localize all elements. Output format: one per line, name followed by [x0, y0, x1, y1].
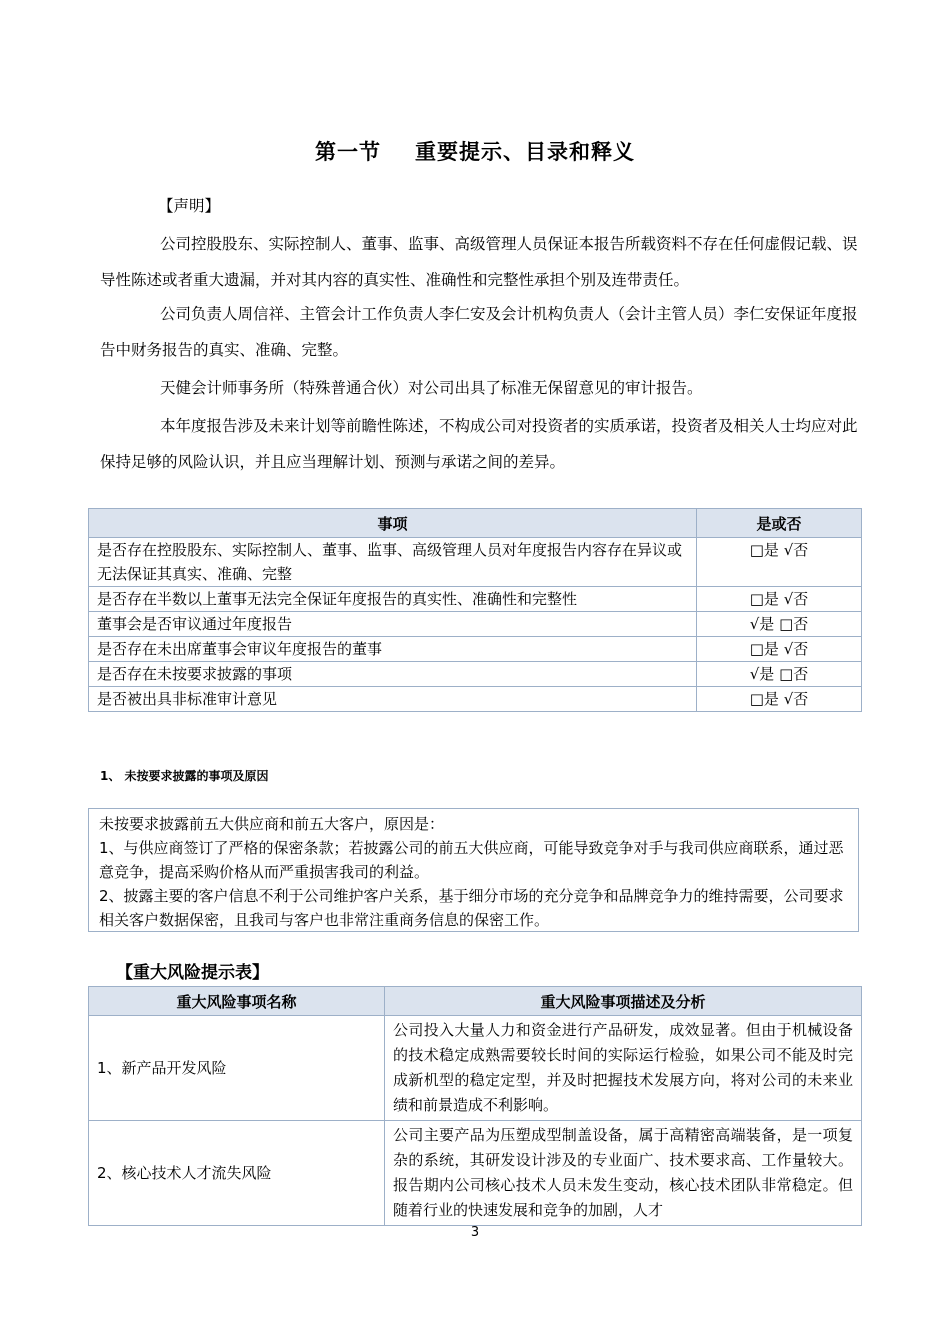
table-row: [89, 1016, 862, 1121]
row-item: 是否存在控股股东、实际控制人、董事、监事、高级管理人员对年度报告内容存在异议或无法保证其真实、准确、完整: [89, 538, 697, 587]
risk-desc: 公司主要产品为压塑成型制盖设备，属于高精密高端装备，是一项复杂的系统，其研发设计涉及的专业面广、技术要求高、工作量较大。报告期内公司核心技术人员未发生变动，核心技术团队非常稳定。但随着行业的快速发展和竞争的加剧，人才: [385, 1121, 862, 1226]
table-row: [89, 1121, 862, 1226]
risk-desc: 公司投入大量人力和资金进行产品研发，成效显著。但由于机械设备的技术稳定成熟需要较长时间的实际运行检验，如果公司不能及时完成新机型的稳定定型，并及时把握技术发展方向，将对公司的未来业绩和前景造成不利影响。: [385, 1016, 862, 1121]
row-item: 是否存在未按要求披露的事项: [89, 662, 697, 687]
table-row: [89, 662, 862, 687]
table-header-row: [89, 987, 862, 1016]
table-row: [89, 538, 862, 587]
paragraph-3: 天健会计师事务所（特殊普通合伙）对公司出具了标准无保留意见的审计报告。: [160, 379, 703, 397]
paragraph-2: 公司负责人周信祥、主管会计工作负责人李仁安及会计机构负责人（会计主管人员）李仁安保证年度报告中财务报告的真实、准确、完整。: [100, 305, 858, 359]
row-item: 是否存在半数以上董事无法完全保证年度报告的真实性、准确性和完整性: [89, 587, 697, 612]
matters-table: [88, 508, 862, 712]
risk-table-heading: 【重大风险提示表】: [116, 963, 269, 983]
table-header-row: [89, 509, 862, 538]
header-risk-desc: 重大风险事项描述及分析: [385, 987, 862, 1016]
paragraph-4: 本年度报告涉及未来计划等前瞻性陈述，不构成公司对投资者的实质承诺，投资者及相关人士均应对此保持足够的风险认识，并且应当理解计划、预测与承诺之间的差异。: [100, 417, 858, 471]
risk-table: [88, 986, 862, 1226]
undisclosed-line-2: 1、与供应商签订了严格的保密条款；若披露公司的前五大供应商，可能导致竞争对手与我司供应商联系，通过恶意竞争，提高采购价格从而严重损害我司的利益。: [99, 839, 844, 881]
header-answer: 是或否: [697, 509, 862, 538]
page-title: [0, 136, 950, 166]
row-answer: □是 √否: [697, 587, 862, 612]
table-row: [89, 637, 862, 662]
row-answer: √是 □否: [697, 662, 862, 687]
risk-name: 1、新产品开发风险: [89, 1016, 385, 1121]
table-row: [89, 687, 862, 712]
table-row: [89, 612, 862, 637]
row-answer: √是 □否: [697, 612, 862, 637]
row-item: 是否被出具非标准审计意见: [89, 687, 697, 712]
row-item: 董事会是否审议通过年度报告: [89, 612, 697, 637]
undisclosed-box: [88, 808, 859, 932]
risk-name: 2、核心技术人才流失风险: [89, 1121, 385, 1226]
statement-label: 【声明】: [158, 197, 221, 215]
section-title: 重要提示、目录和释义: [415, 140, 635, 164]
table-row: [89, 587, 862, 612]
undisclosed-line-1: 未按要求披露前五大供应商和前五大客户，原因是：: [99, 815, 445, 833]
row-answer: □是 √否: [697, 687, 862, 712]
header-risk-name: 重大风险事项名称: [89, 987, 385, 1016]
row-answer: □是 √否: [697, 538, 862, 587]
undisclosed-heading: 1、 未按要求披露的事项及原因: [100, 769, 269, 783]
section-number: 第一节: [315, 140, 381, 164]
undisclosed-line-3: 2、披露主要的客户信息不利于公司维护客户关系，基于细分市场的充分竞争和品牌竞争力的维持需要，公司要求相关客户数据保密，且我司与客户也非常注重商务信息的保密工作。: [99, 887, 844, 929]
header-item: 事项: [89, 509, 697, 538]
row-item: 是否存在未出席董事会审议年度报告的董事: [89, 637, 697, 662]
row-answer: □是 √否: [697, 637, 862, 662]
paragraph-1: 公司控股股东、实际控制人、董事、监事、高级管理人员保证本报告所载资料不存在任何虚假记载、误导性陈述或者重大遗漏，并对其内容的真实性、准确性和完整性承担个别及连带责任。: [100, 235, 858, 289]
page-number: 3: [470, 1225, 480, 1240]
